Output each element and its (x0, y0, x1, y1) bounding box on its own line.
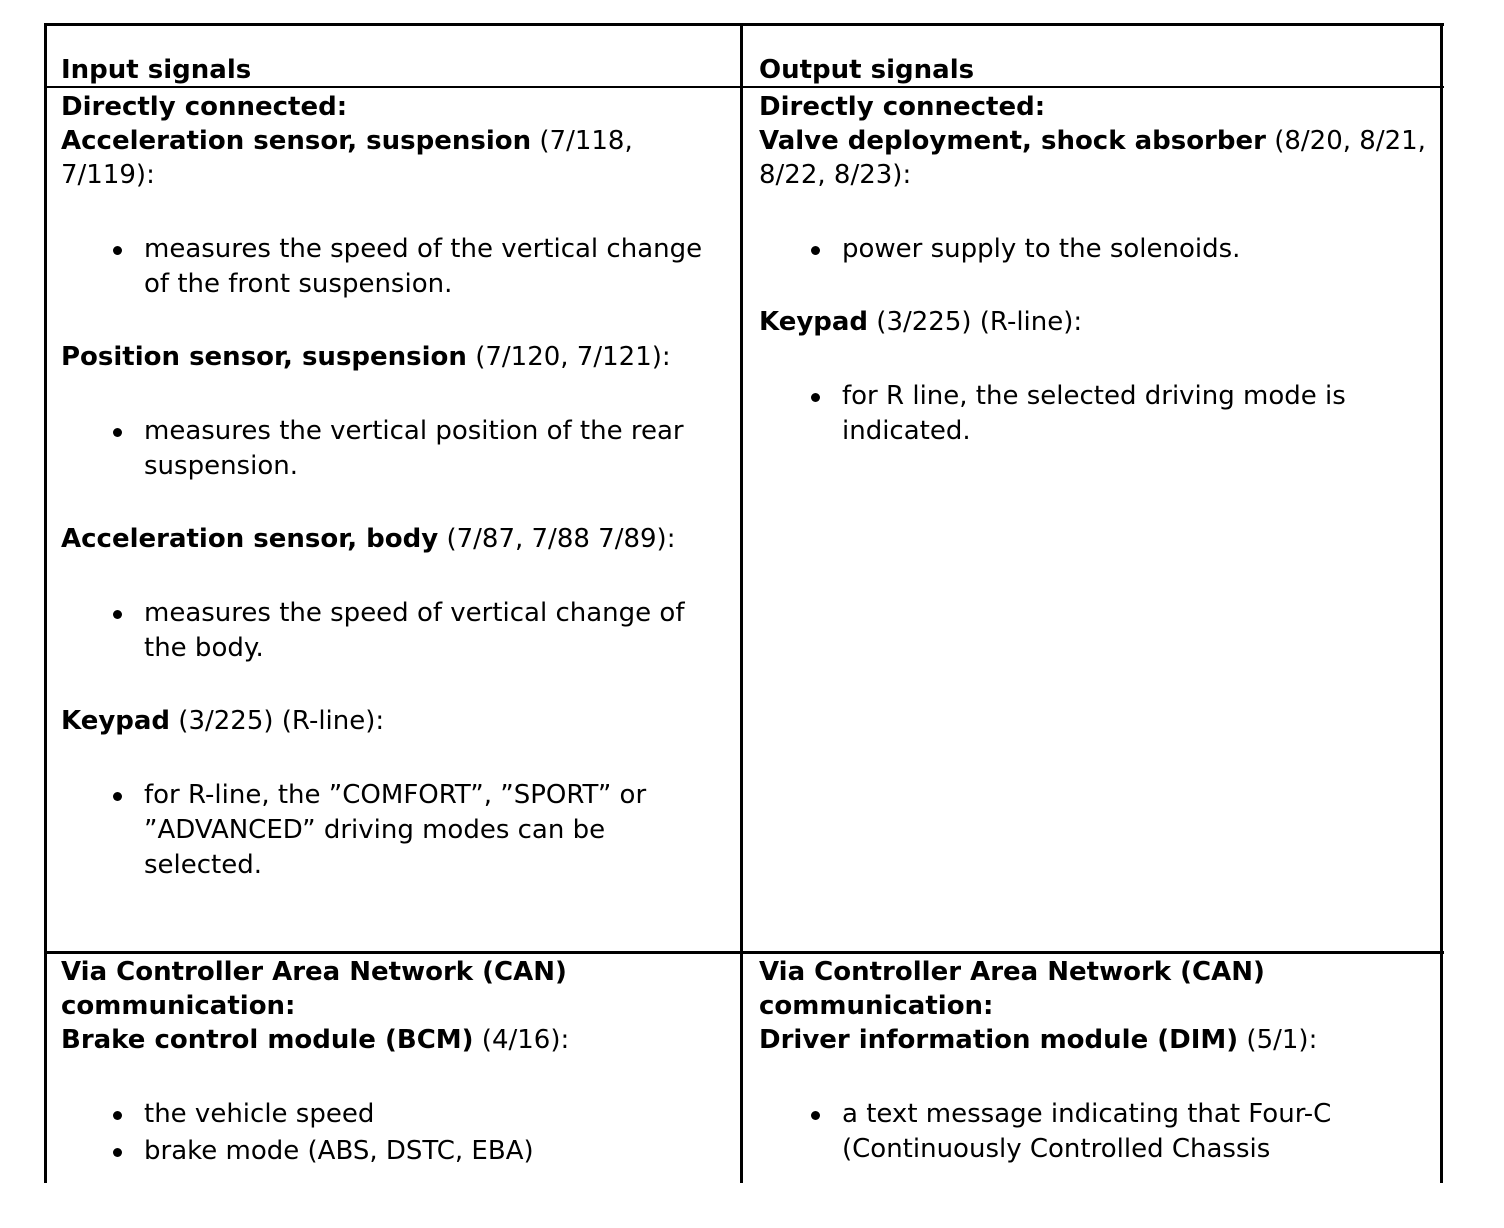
signal-heading: Driver information module (DIM) (5/1): (759, 1025, 1318, 1055)
header-bottom-border (44, 86, 1444, 88)
list-item: for R-line, the ”COMFORT”, ”SPORT” or ”ADVANCED” driving modes can be selected. (61, 778, 731, 883)
signal-heading: Acceleration sensor, body (7/87, 7/88 7/89): (61, 524, 676, 554)
table-top-border (44, 23, 1444, 26)
bullet-list (759, 1097, 1429, 1167)
section-title: Directly connected: (61, 92, 348, 122)
list-item: measures the vertical position of the rear suspension. (61, 414, 731, 484)
table-left-border (44, 23, 47, 1183)
signal-heading: Keypad (3/225) (R-line): (759, 307, 1083, 337)
signal-heading: Valve deployment, shock absorber (8/20, 8/21, 8/22, 8/23): (759, 126, 1426, 190)
bullet-list (61, 232, 731, 302)
table-right-border (1440, 23, 1443, 1183)
list-item: a text message indicating that Four-C (Continuously Controlled Chassis (759, 1097, 1429, 1167)
bullet-list (61, 1097, 731, 1169)
bullet-list (61, 414, 731, 484)
output-can-cell (759, 955, 1429, 1167)
list-item: measures the speed of the vertical change of the front suspension. (61, 232, 731, 302)
bullet-list (759, 232, 1429, 267)
section-title: Via Controller Area Network (CAN) communication: (61, 957, 567, 1021)
header-output-signals: Output signals (759, 55, 975, 85)
signal-heading: Keypad (3/225) (R-line): (61, 706, 385, 736)
bullet-list (61, 778, 731, 883)
section-title: Via Controller Area Network (CAN) communication: (759, 957, 1265, 1021)
signal-heading: Brake control module (BCM) (4/16): (61, 1025, 570, 1055)
section-title: Directly connected: (759, 92, 1046, 122)
header-input-signals: Input signals (61, 55, 252, 85)
list-item: brake mode (ABS, DSTC, EBA) (61, 1134, 731, 1169)
list-item: measures the speed of vertical change of the body. (61, 596, 731, 666)
bullet-list (759, 379, 1429, 449)
list-item: the vehicle speed (61, 1097, 731, 1132)
list-item: power supply to the solenoids. (759, 232, 1429, 267)
input-can-cell (61, 955, 731, 1169)
output-direct-cell (759, 90, 1429, 449)
row-divider (44, 951, 1444, 954)
column-divider (740, 23, 743, 1183)
signal-heading: Acceleration sensor, suspension (7/118, 7/119): (61, 126, 633, 190)
bullet-list (61, 596, 731, 666)
input-direct-cell (61, 90, 731, 883)
signal-heading: Position sensor, suspension (7/120, 7/121): (61, 342, 671, 372)
list-item: for R line, the selected driving mode is indicated. (759, 379, 1429, 449)
